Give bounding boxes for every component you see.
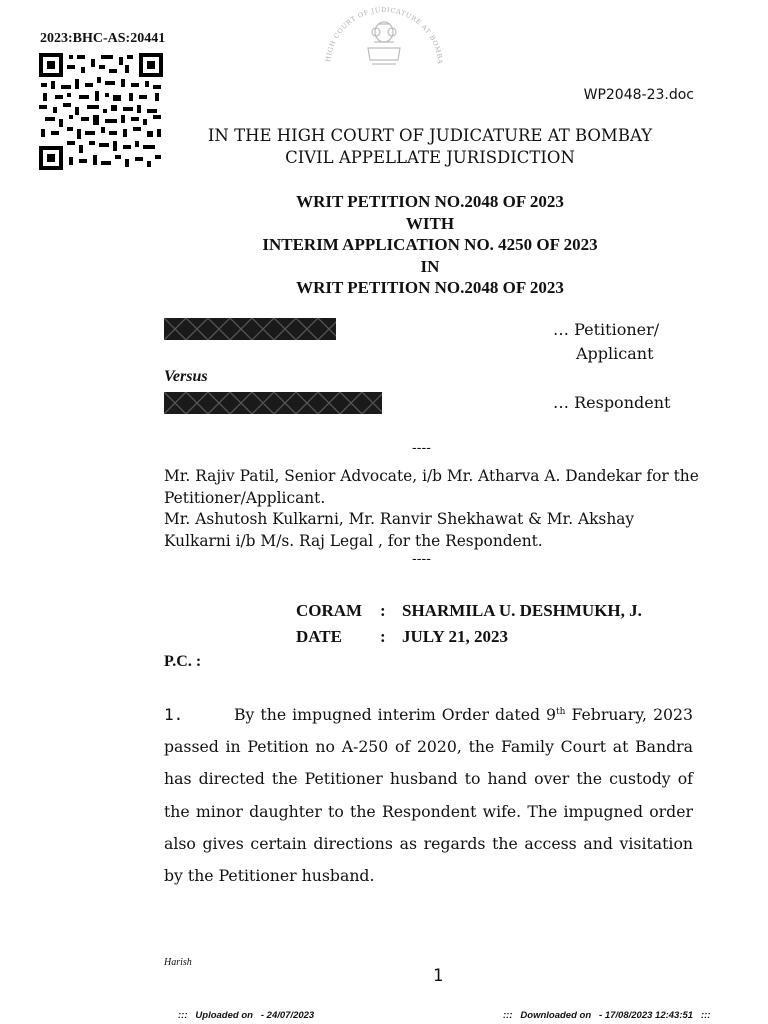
separator: ---- <box>412 551 431 567</box>
coram-label: CORAM <box>296 601 363 620</box>
case-title-line: WRIT PETITION NO.2048 OF 2023 <box>296 192 564 211</box>
redacted-petitioner-name <box>164 318 336 340</box>
case-title-line: WITH <box>405 213 455 233</box>
case-title-line: IN <box>420 256 440 276</box>
per-curiam-label: P.C. : <box>164 653 202 670</box>
petitioner-role: … Petitioner/ <box>553 320 660 339</box>
neutral-citation: 2023:BHC-AS:20441 <box>40 31 166 46</box>
versus-label: Versus <box>164 368 208 385</box>
order-date: JULY 21, 2023 <box>402 627 508 646</box>
date-colon: : <box>380 627 386 646</box>
jurisdiction: CIVIL APPELLATE JURISDICTION <box>285 148 575 167</box>
case-title <box>0 191 768 299</box>
court-name: IN THE HIGH COURT OF JUDICATURE AT BOMBAY <box>207 126 653 145</box>
paragraph-text-continued: February, 2023 passed in Petition no A-250 of 2020, the Family Court at Bandra has directed the Petitioner husband to hand over the custody of the minor daughter to the Respondent wife. The impugned order also gives certain directions as regards the access and visitation by the Petitioner husband. <box>164 705 693 886</box>
date-label: DATE <box>296 627 342 646</box>
petitioner-counsel: Mr. Rajiv Patil, Senior Advocate, i/b Mr. Atharva A. Dandekar for the Petitioner/Applicant. <box>164 467 699 507</box>
judge-name: SHARMILA U. DESHMUKH, J. <box>402 601 642 620</box>
page-number: 1 <box>432 966 444 986</box>
paragraph-1 <box>164 699 693 892</box>
svg-text:HIGH COURT OF JUDICATURE AT BO <box>318 4 444 64</box>
separator: ---- <box>412 440 431 456</box>
seal-text: HIGH COURT OF JUDICATURE AT BOMBA <box>324 5 445 65</box>
paragraph-text: By the impugned interim Order dated 9 <box>234 705 557 724</box>
ordinal-suffix: th <box>556 706 566 717</box>
document-filename: WP2048-23.doc <box>583 87 694 103</box>
respondent-role: … Respondent <box>553 393 671 412</box>
uploaded-footer: ::: Uploaded on - 24/07/2023 <box>178 1010 315 1021</box>
downloaded-footer: ::: Downloaded on - 17/08/2023 12:43:51 ::: <box>503 1010 711 1021</box>
paragraph-number: 1. <box>164 705 184 724</box>
case-title-line: WRIT PETITION NO.2048 OF 2023 <box>296 278 564 297</box>
respondent-counsel: Mr. Ashutosh Kulkarni, Mr. Ranvir Shekhawat & Mr. Akshay Kulkarni i/b M/s. Raj Legal , for the Respondent. <box>164 510 635 550</box>
coram-colon: : <box>380 601 386 620</box>
court-seal-emblem-icon <box>318 4 450 76</box>
case-title-line: INTERIM APPLICATION NO. 4250 OF 2023 <box>262 235 598 254</box>
signature: Harish <box>164 957 192 968</box>
redacted-respondent-name <box>164 392 382 414</box>
counsel-appearances <box>164 466 704 552</box>
petitioner-role-continued: Applicant <box>576 344 654 363</box>
